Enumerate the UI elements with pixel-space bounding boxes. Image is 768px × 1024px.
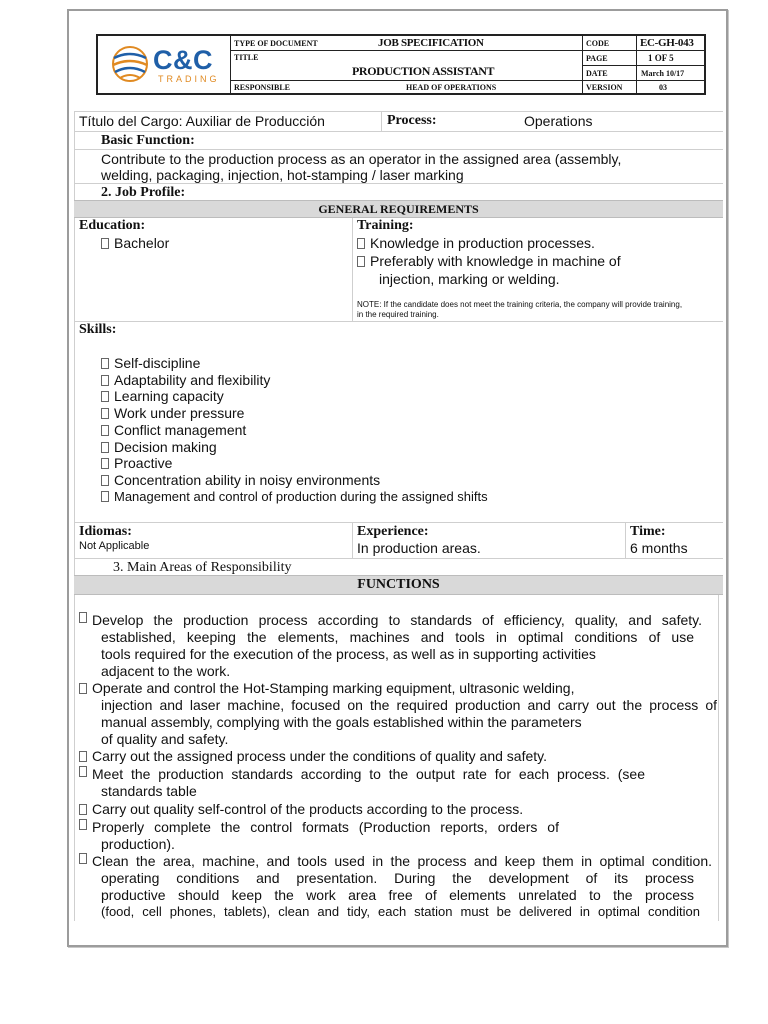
checkbox-icon bbox=[357, 256, 365, 267]
education-label: Education: bbox=[79, 218, 146, 233]
education-item: Bachelor bbox=[101, 235, 169, 251]
row-divider bbox=[74, 321, 723, 322]
version-label: VERSION bbox=[586, 83, 623, 92]
time-value: 6 months bbox=[630, 540, 688, 556]
functions-title: FUNCTIONS bbox=[357, 577, 440, 592]
header-divider bbox=[231, 50, 704, 51]
skill-item: Management and control of production during the assigned shifts bbox=[101, 489, 488, 504]
job-title-line: Título del Cargo: Auxiliar de Producción bbox=[79, 113, 325, 129]
header-divider bbox=[582, 65, 704, 66]
logo-text: C&C bbox=[153, 45, 213, 75]
function-item-continued: injection and laser machine, focused on the required production and carry out the process of bbox=[101, 697, 717, 713]
function-item: Clean the area, machine, and tools used in the process and keep them in optimal condition. bbox=[79, 853, 712, 869]
date-value: March 10/17 bbox=[641, 69, 685, 78]
responsible-value: HEAD OF OPERATIONS bbox=[406, 83, 497, 92]
type-label: TYPE OF DOCUMENT bbox=[234, 39, 318, 48]
code-label: CODE bbox=[586, 39, 610, 48]
checkbox-icon bbox=[79, 766, 87, 777]
checkbox-icon bbox=[101, 458, 109, 469]
function-item-continued: established, keeping the elements, machines and tools in optimal conditions of use bbox=[101, 629, 694, 645]
col-divider bbox=[718, 575, 719, 921]
functions-band bbox=[74, 575, 723, 595]
page-label: PAGE bbox=[586, 54, 608, 63]
skill-item: Proactive bbox=[101, 455, 172, 471]
col-divider bbox=[352, 217, 353, 321]
page-value: 1 OF 5 bbox=[648, 53, 674, 63]
header-divider bbox=[231, 80, 704, 81]
checkbox-icon bbox=[79, 819, 87, 830]
checkbox-icon bbox=[101, 408, 109, 419]
header-divider bbox=[636, 36, 637, 93]
checkbox-icon bbox=[79, 683, 87, 694]
checkbox-icon bbox=[79, 612, 87, 623]
training-note: NOTE: If the candidate does not meet the training criteria, the company will provide training, bbox=[357, 300, 683, 309]
basic-function-heading: Basic Function: bbox=[101, 133, 195, 148]
training-item-continued: injection, marking or welding. bbox=[379, 271, 560, 287]
checkbox-icon bbox=[101, 238, 109, 249]
function-item: Carry out quality self-control of the products according to the process. bbox=[79, 801, 523, 817]
checkbox-icon bbox=[101, 358, 109, 369]
experience-value: In production areas. bbox=[357, 540, 481, 556]
type-value: JOB SPECIFICATION bbox=[378, 37, 484, 49]
checkbox-icon bbox=[79, 751, 87, 762]
function-item: Develop the production process according to standards of efficiency, quality, and safety. bbox=[79, 612, 702, 628]
checkbox-icon bbox=[101, 491, 109, 502]
date-label: DATE bbox=[586, 69, 608, 78]
responsible-label: RESPONSIBLE bbox=[234, 83, 291, 92]
col-divider bbox=[352, 522, 353, 558]
function-item-continued: productive should keep the work area free of elements unrelated to the process bbox=[101, 887, 694, 903]
code-value: EC-GH-043 bbox=[640, 37, 694, 49]
skill-item: Learning capacity bbox=[101, 388, 224, 404]
function-item-continued: tools required for the execution of the process, as well as in supporting activities bbox=[101, 646, 596, 662]
checkbox-icon bbox=[101, 391, 109, 402]
idiomas-label: Idiomas: bbox=[79, 524, 132, 539]
function-item-continued: of quality and safety. bbox=[101, 731, 229, 747]
document-header bbox=[96, 34, 706, 95]
row-divider bbox=[74, 558, 723, 559]
skill-item: Self-discipline bbox=[101, 355, 200, 371]
function-item-continued: production). bbox=[101, 836, 175, 852]
skill-item: Conflict management bbox=[101, 422, 246, 438]
basic-function-line: Contribute to the production process as an operator in the assigned area (assembly, bbox=[101, 151, 622, 167]
function-item: Meet the production standards according to the output rate for each process. (see bbox=[79, 766, 645, 782]
skill-item: Adaptability and flexibility bbox=[101, 372, 270, 388]
version-value: 03 bbox=[659, 83, 667, 92]
function-item-continued: standards table bbox=[101, 783, 197, 799]
col-divider bbox=[74, 111, 75, 921]
training-item: Preferably with knowledge in machine of bbox=[357, 253, 621, 269]
general-requirements-title: GENERAL REQUIREMENTS bbox=[318, 202, 479, 216]
basic-function-line: welding, packaging, injection, hot-stamping / laser marking bbox=[101, 167, 464, 183]
function-item: Operate and control the Hot-Stamping marking equipment, ultrasonic welding, bbox=[79, 680, 574, 696]
checkbox-icon bbox=[101, 375, 109, 386]
checkbox-icon bbox=[357, 238, 365, 249]
process-value: Operations bbox=[524, 113, 593, 129]
skill-item: Work under pressure bbox=[101, 405, 244, 421]
row-divider bbox=[74, 111, 723, 112]
job-profile-heading: 2. Job Profile: bbox=[101, 185, 186, 200]
company-logo bbox=[98, 36, 231, 93]
function-item-continued: (food, cell phones, tablets), clean and tidy, each station must be delivered in optimal condition bbox=[101, 904, 700, 919]
col-divider bbox=[381, 111, 382, 131]
skills-heading: Skills: bbox=[79, 322, 117, 337]
experience-label: Experience: bbox=[357, 524, 429, 539]
row-divider bbox=[74, 183, 723, 184]
training-item: Knowledge in production processes. bbox=[357, 235, 595, 251]
training-label: Training: bbox=[357, 218, 414, 233]
checkbox-icon bbox=[101, 425, 109, 436]
function-item-continued: manual assembly, complying with the goals established within the parameters bbox=[101, 714, 582, 730]
general-requirements-band bbox=[74, 200, 723, 218]
idiomas-value: Not Applicable bbox=[79, 540, 150, 552]
checkbox-icon bbox=[101, 442, 109, 453]
checkbox-icon bbox=[79, 853, 87, 864]
row-divider bbox=[74, 149, 723, 150]
header-divider bbox=[582, 36, 583, 93]
col-divider bbox=[625, 522, 626, 558]
logo-subtext: TRADING bbox=[158, 74, 220, 84]
title-value: PRODUCTION ASSISTANT bbox=[352, 64, 495, 78]
function-item-continued: adjacent to the work. bbox=[101, 663, 231, 679]
checkbox-icon bbox=[101, 475, 109, 486]
skill-item: Concentration ability in noisy environments bbox=[101, 472, 380, 488]
function-item: Properly complete the control formats (Production reports, orders of bbox=[79, 819, 559, 835]
globe-logo-icon bbox=[110, 44, 150, 84]
function-item-continued: operating conditions and presentation. During the development of its process bbox=[101, 870, 694, 886]
skill-item: Decision making bbox=[101, 439, 217, 455]
process-label: Process: bbox=[387, 113, 437, 128]
responsibilities-heading: 3. Main Areas of Responsibility bbox=[113, 560, 292, 575]
time-label: Time: bbox=[630, 524, 666, 539]
training-note: in the required training. bbox=[357, 310, 439, 319]
function-item: Carry out the assigned process under the conditions of quality and safety. bbox=[79, 748, 547, 764]
checkbox-icon bbox=[79, 804, 87, 815]
title-label: TITLE bbox=[234, 53, 259, 62]
row-divider bbox=[74, 131, 723, 132]
